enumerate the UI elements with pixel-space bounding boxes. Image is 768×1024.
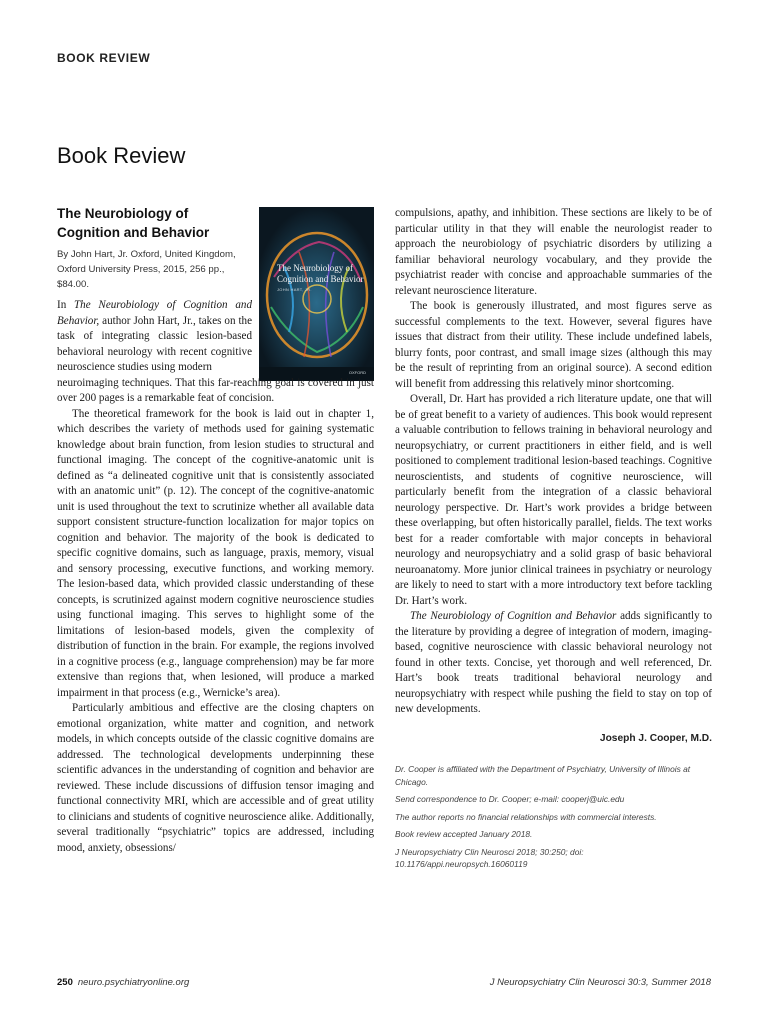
cover-title: The Neurobiology of Cognition and Behavior <box>277 263 364 284</box>
accepted-note: Book review accepted January 2018. <box>395 829 533 839</box>
affiliation-note: Dr. Cooper is affiliated with the Department of Psychiatry, University of Illinois at Chicago. <box>395 764 691 787</box>
book-title: The Neurobiology of Cognition and Behavior <box>57 206 210 240</box>
book-meta: By John Hart, Jr. Oxford, United Kingdom, Oxford University Press, 2015, 256 pp., $84.00. <box>57 249 236 290</box>
intro-book-title: The Neurobiology of Cognition and Behavior, <box>57 299 252 327</box>
left-column <box>57 205 374 856</box>
right-column <box>395 206 712 876</box>
intro-continuation: neuroimaging techniques. That this far-reaching goal is covered in just over 200 pages is a remarkable feat of concision. <box>57 376 374 404</box>
reviewer-signature: Joseph J. Cooper, M.D. <box>599 732 712 744</box>
conclusion-paragraph <box>395 609 712 718</box>
citation-note: J Neuropsychiatry Clin Neurosci 2018; 30:250; doi: 10.1176/appi.neuropsych.16060119 <box>395 846 584 869</box>
cover-author: JOHN HART, JR. <box>277 287 312 292</box>
illustrations-paragraph: The book is generously illustrated, and most figures serve as successful complements to the text. However, several figures have issues that distract from their utility. These include undefined labels, blurry fonts, poor contrast, and small image sizes (although this may be the result of reprinting from an original source). A second edition will benefit from addressing this relatively minor shortcoming. <box>395 300 712 390</box>
footer-site-link[interactable]: neuro.psychiatryonline.org <box>77 977 190 988</box>
conclusion-text: adds significantly to the literature by providing a degree of integration of modern, imaging-based, cognitive neuroscience with classic behavioral neurology not found in other texts. Concise, yet thorough and well referenced, Dr. Hart’s book treats traditional behavioral neurology and neuropsychiatry with respect while pushing the field to stay on top of new developments. <box>395 610 713 715</box>
page-number: 250 <box>57 977 73 988</box>
disclosure-note: The author reports no financial relationships with commercial interests. <box>395 811 657 822</box>
overall-paragraph: Overall, Dr. Hart has provided a rich literature update, one that will be of great benefit to a variety of audiences. This book would represent a valuable contribution to fellows training in behavioral neurology and neuropsychiatry, or current practitioners in either field, and is well positioned to complement traditional lesion-based teachings. Cognitive neuroscientists, and students of cognitive neuroscience, will particularly benefit from the integration of a classic behavioral neurology perspective. Dr. Hart’s work provides a bridge between these overlapping, but often historically parallel, fields. The text works best for a reader comfortable with major concepts in behavioral neurology and neuropsychiatry and a solid grasp of basic behavioral neuroanatomy. More junior clinical trainees in psychiatry or neurology are likely to need to start with a more introductory text before tackling Dr. Hart’s work. <box>395 393 712 607</box>
closing-chapters-paragraph: Particularly ambitious and effective are the closing chapters on emotional organization, white matter and cognition, and network models, in which concepts outside of the classic cognitive domains are addressed. The technological developments underpinning these scientific advances in the understanding of cognition and behavior are reviewed. These include discussions of diffusion tensor imaging and functional connectivity MRI, which are accessible and of great utility to clinicians and students of cognitive neuroscience alike. Additionally, several traditionally “psychiatric” topics are addressed, including mood, anxiety, obsessions/ <box>57 702 374 854</box>
intro-lead: In <box>57 299 75 311</box>
affiliation-notes <box>395 763 712 871</box>
correspondence-note: Send correspondence to Dr. Cooper; e-mail: cooperj@uic.edu <box>395 794 625 804</box>
page-title: Book Review <box>57 143 186 168</box>
intro-paragraph <box>57 298 252 376</box>
framework-paragraph: The theoretical framework for the book is laid out in chapter 1, which describes the variety of methods used for gaining systematic knowledge about brain function, from lesion studies to structural and functional imaging. The concept of the cognitive-anatomic unit is defined as “a delineated cognitive unit that is consistently associated with an anatomic unit” (p. 12). The concept of the cognitive-anatomic unit is used throughout the text to scrutinize whether all available data support consistent structure-function localization for major topics on cognition and behavior. The majority of the book is dedicated to specific cognitive domains, such as language, praxis, memory, visual and sensory processing, executive functions, and working memory. The lesion-based data, which provided classic understanding of these concepts, is scrutinized against modern cognitive neuroscience studies using functional imaging. This serves to highlight some of the limitations of lesion-based models, given the complexity of distribution of function in the brain. For example, the regions involved in a cognitive process (e.g., language comprehension) may be far more extensive than regions that, when lesioned, will produce a marked impairment in that process (e.g., Wernicke’s area). <box>57 407 374 699</box>
footer-left <box>57 977 189 988</box>
intro-text: author John Hart, Jr., takes on the task of integrating classic lesion-based behavioral neurology with recent cognitive neuroscience studies using modern <box>57 314 252 373</box>
psychiatric-topics-paragraph: compulsions, apathy, and inhibition. These sections are likely to be of particular utility in that they will enable the neurologist reader to approach the neurobiology of psychiatric disorders by utilizing a familiar behavioral neurology vocabulary, and they provide the psychiatrist reader with concise and approachable summaries of the relevant neuroscience literature. <box>395 207 712 297</box>
cover-publisher: OXFORD <box>348 370 366 375</box>
conclusion-book-title: The Neurobiology of Cognition and Behavior <box>410 610 617 622</box>
section-label: BOOK REVIEW <box>57 51 151 65</box>
footer-journal: J Neuropsychiatry Clin Neurosci 30:3, Summer 2018 <box>489 977 711 988</box>
